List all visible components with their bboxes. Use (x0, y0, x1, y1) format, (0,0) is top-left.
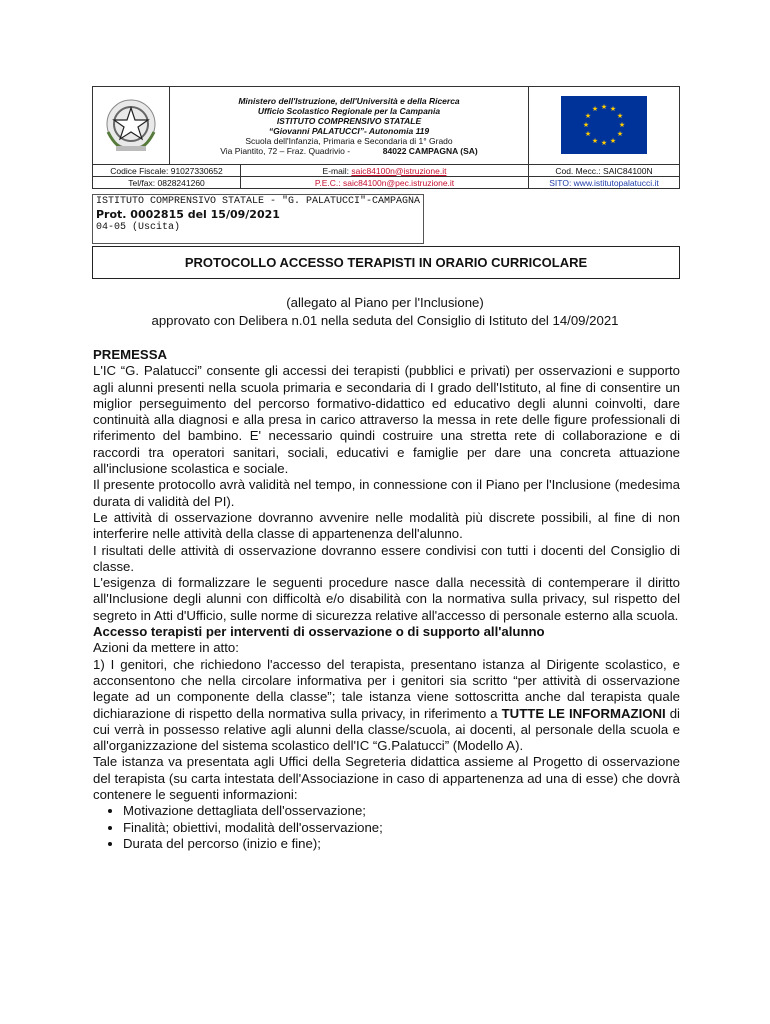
email-label: E-mail: (322, 165, 352, 176)
emblem-cell (93, 87, 170, 165)
website-cell (529, 177, 680, 189)
svg-text:★: ★ (591, 104, 599, 113)
subtitle-approval: approvato con Delibera n.01 nella seduta del Consiglio di Istituto del 14/09/2021 (151, 313, 619, 328)
contact-row-2 (93, 177, 529, 189)
subtitle-attachment: (allegato al Piano per l'Inclusione) (286, 295, 484, 310)
paragraph: Le attività di osservazione dovranno avvenire nelle modalità più discrete possibili, al fine di non interferire nelle attività della classe di appartenenza dell'alunno. (93, 509, 680, 542)
premessa-heading: PREMESSA (93, 347, 168, 362)
paragraph-bold-text: TUTTE LE INFORMAZIONI (501, 705, 666, 721)
contact-row-1 (93, 165, 529, 177)
tel-fax: Tel/fax: 0828241260 (93, 177, 241, 188)
city: 84022 CAMPAGNA (SA) (382, 145, 478, 156)
svg-text:★: ★ (609, 136, 617, 145)
protocol-stamp (92, 194, 424, 244)
stamp-protocol-number: Prot. 0002815 del 15/09/2021 (96, 208, 280, 221)
svg-text:★: ★ (584, 129, 592, 138)
paragraph-text: 1) I genitori, che richiedono l'accesso del terapista, presentano istanza al Dirigente scolastico, e acconsentono che nella circolare informativa per i genitori sia scritto “per attività di osservazione legate ad un componente della classe”; tale istanza viene sottoscritta anche dal terapista quale dichiarazione di rispetto della normativa sulla privacy, in riferimento a (93, 656, 680, 721)
letterhead (92, 86, 680, 189)
website-link[interactable]: www.istitutopalatucci.it (573, 177, 659, 188)
document-body (93, 347, 680, 852)
italian-republic-emblem-icon (98, 94, 164, 156)
school-name-line: “Giovanni PALATUCCI”- Autonomia 119 (268, 125, 430, 136)
svg-text:★: ★ (600, 138, 608, 147)
school-type-line: ISTITUTO COMPRENSIVO STATALE (276, 115, 422, 126)
paragraph: Tale istanza va presentata agli Uffici della Segreteria didattica assieme al Progetto di osservazione del terapista (su carta intestata dell'Associazione in caso di appartenenza ad una di esse) che dovrà contenere le seguenti informazioni: (93, 754, 680, 803)
site-label: SITO: (549, 177, 574, 188)
ministry-line: Ministero dell'Istruzione, dell'Università e della Ricerca (238, 95, 460, 106)
svg-text:★: ★ (582, 120, 590, 129)
paragraph: L'esigenza di formalizzare le seguenti procedure nasce dalla necessità di contemperare il diritto all'Inclusione degli alunni con difficoltà e/o disabilità con la normativa sulla privacy, sul rispetto del segreto in Atti d'Ufficio, sulle norme di sicurezza relative all'accesso di personale esterno alla scuola. (93, 575, 680, 623)
list-item: • Motivazione dettagliata dell'osservazione; (123, 803, 680, 819)
list-item: • Durata del percorso (inizio e fine); (123, 836, 680, 852)
actions-intro: Azioni da mettere in atto: (93, 640, 239, 656)
eu-flag-icon (561, 96, 647, 154)
section-heading: Accesso terapisti per interventi di osservazione o di supporto all'alunno (93, 624, 545, 640)
fiscal-code: Codice Fiscale: 91027330652 (93, 165, 241, 176)
svg-text:★: ★ (618, 120, 626, 129)
address: Via Piantito, 72 – Fraz. Quadrivio - (220, 145, 351, 156)
svg-text:★: ★ (616, 129, 624, 138)
institute-info (170, 87, 529, 165)
school-levels-line: Scuola dell'Infanzia, Primaria e Secondaria di 1° Grado (245, 135, 453, 146)
regional-office-line: Ufficio Scolastico Regionale per la Campania (257, 105, 441, 116)
flag-cell (529, 87, 680, 165)
mecc-code: Cod. Mecc.: SAIC84100N (529, 165, 680, 177)
stamp-classification: 04-05 (Uscita) (96, 222, 181, 233)
stamp-institute: ISTITUTO COMPRENSIVO STATALE - "G. PALATUCCI"-CAMPAGNA (96, 196, 421, 207)
paragraph: I risultati delle attività di osservazione dovranno essere condivisi con tutti i docenti del Consiglio di classe. (93, 542, 680, 574)
paragraph (93, 657, 680, 755)
list-item: • Finalità; obiettivi, modalità dell'osservazione; (123, 820, 680, 836)
paragraph: Il presente protocollo avrà validità nel tempo, in connessione con il Piano per l'Inclusione (medesima durata di validità del PI). (93, 477, 680, 509)
svg-text:★: ★ (600, 102, 608, 111)
svg-text:★: ★ (591, 136, 599, 145)
paragraph-text: di cui verrà in possesso relative agli alunni della classe/scuola, ai docenti, al personale della scuola e all'organizzazione del sistema scolastico dell'IC “G.Palatucci” (Modello A). (93, 705, 680, 754)
pec-email[interactable]: P.E.C.: saic84100n@pec.istruzione.it (314, 177, 455, 188)
email-cell (241, 165, 529, 176)
document-title: PROTOCOLLO ACCESSO TERAPISTI IN ORARIO CURRICOLARE (92, 246, 680, 279)
svg-text:★: ★ (616, 111, 624, 120)
address-line (170, 146, 528, 156)
email-link[interactable]: saic84100n@istruzione.it (351, 165, 447, 176)
paragraph: L'IC “G. Palatucci” consente gli accessi dei terapisti (pubblici e privati) per osservazioni e supporto agli alunni presenti nella scuola primaria e secondaria di I grado dell'Istituto, al fine di consentire un miglior perseguimento del percorso formativo-didattico ed educativo degli alunni coinvolti, dare continuità alla diagnosi e alla presa in carico attraverso la messa in rete delle figure professionali di riferimento del bambino. E' necessario quindi costruire una stretta rete di collaborazione e di raccordi tra operatori sanitari, sociali, educativi e famiglie per dare una concreta attuazione all'inclusione scolastica e sociale. (93, 363, 680, 477)
svg-text:★: ★ (584, 111, 592, 120)
requirements-list (93, 803, 680, 852)
svg-text:★: ★ (609, 104, 617, 113)
